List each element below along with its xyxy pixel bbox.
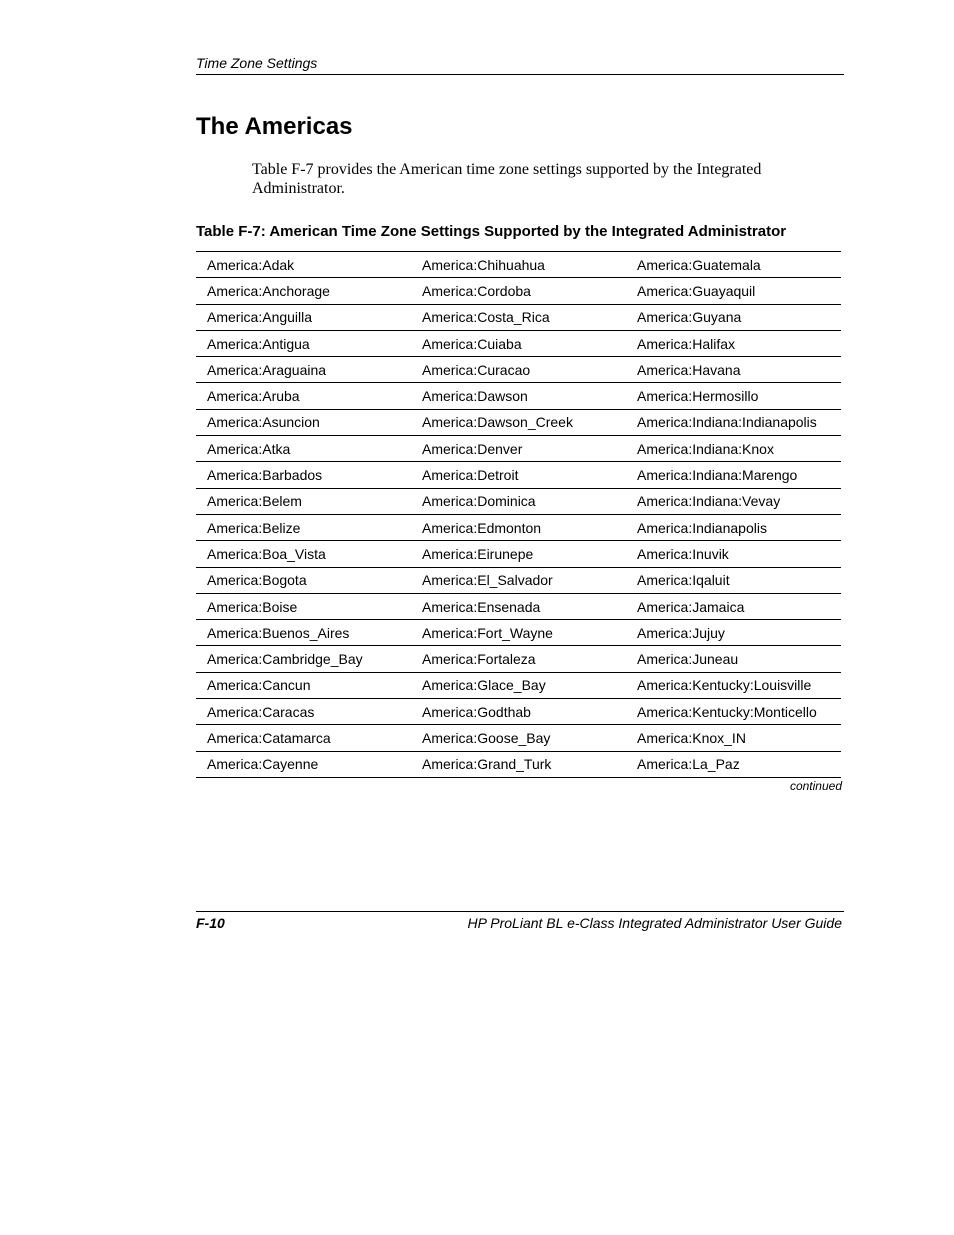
time-zone-cell: America:Juneau (626, 646, 841, 672)
time-zone-cell: America:Costa_Rica (411, 304, 626, 330)
intro-paragraph: Table F-7 provides the American time zone settings supported by the Integrated Administrator. (252, 161, 762, 197)
time-zone-cell: America:Indianapolis (626, 514, 841, 540)
time-zone-cell: America:Adak (196, 252, 411, 278)
time-zone-cell: America:Anguilla (196, 304, 411, 330)
continued-label: continued (789, 779, 842, 793)
time-zone-cell: America:Cancun (196, 672, 411, 698)
time-zone-cell: America:Dawson_Creek (411, 409, 626, 435)
time-zone-cell: America:Boise (196, 593, 411, 619)
time-zone-cell: America:Hermosillo (626, 383, 841, 409)
time-zone-cell: America:Cordoba (411, 278, 626, 304)
time-zone-cell: America:Indiana:Indianapolis (626, 409, 841, 435)
time-zone-cell: America:Havana (626, 357, 841, 383)
time-zone-cell: America:El_Salvador (411, 567, 626, 593)
time-zone-cell: America:Belize (196, 514, 411, 540)
time-zone-cell: America:La_Paz (626, 751, 841, 777)
section-title: The Americas (196, 113, 353, 140)
page-number: F-10 (196, 915, 225, 931)
time-zone-cell: America:Boa_Vista (196, 541, 411, 567)
running-header-title: Time Zone Settings (196, 55, 318, 71)
table-row (196, 252, 841, 278)
time-zone-cell: America:Kentucky:Louisville (626, 672, 841, 698)
table-row (196, 330, 841, 356)
time-zone-cell: America:Belem (196, 488, 411, 514)
time-zone-table-body (196, 252, 841, 778)
table-row (196, 672, 841, 698)
table-row (196, 436, 841, 462)
time-zone-cell: America:Anchorage (196, 278, 411, 304)
time-zone-cell: America:Cuiaba (411, 330, 626, 356)
time-zone-cell: America:Bogota (196, 567, 411, 593)
table-row (196, 357, 841, 383)
time-zone-cell: America:Fortaleza (411, 646, 626, 672)
time-zone-table (196, 251, 841, 778)
time-zone-cell: America:Grand_Turk (411, 751, 626, 777)
table-row (196, 409, 841, 435)
time-zone-cell: America:Antigua (196, 330, 411, 356)
table-row (196, 699, 841, 725)
time-zone-cell: America:Goose_Bay (411, 725, 626, 751)
time-zone-cell: America:Godthab (411, 699, 626, 725)
table-row (196, 462, 841, 488)
time-zone-cell: America:Denver (411, 436, 626, 462)
time-zone-cell: America:Guyana (626, 304, 841, 330)
time-zone-cell: America:Glace_Bay (411, 672, 626, 698)
table-row (196, 383, 841, 409)
time-zone-cell: America:Araguaina (196, 357, 411, 383)
table-row (196, 567, 841, 593)
table-row (196, 725, 841, 751)
table-row (196, 751, 841, 777)
time-zone-cell: America:Edmonton (411, 514, 626, 540)
time-zone-cell: America:Caracas (196, 699, 411, 725)
time-zone-cell: America:Inuvik (626, 541, 841, 567)
page-footer (196, 911, 844, 932)
time-zone-cell: America:Ensenada (411, 593, 626, 619)
table-row (196, 620, 841, 646)
time-zone-cell: America:Jujuy (626, 620, 841, 646)
time-zone-cell: America:Guatemala (626, 252, 841, 278)
time-zone-cell: America:Iqaluit (626, 567, 841, 593)
time-zone-cell: America:Kentucky:Monticello (626, 699, 841, 725)
time-zone-cell: America:Curacao (411, 357, 626, 383)
table-row (196, 278, 841, 304)
time-zone-cell: America:Chihuahua (411, 252, 626, 278)
time-zone-cell: America:Indiana:Knox (626, 436, 841, 462)
time-zone-cell: America:Dominica (411, 488, 626, 514)
time-zone-cell: America:Atka (196, 436, 411, 462)
time-zone-cell: America:Asuncion (196, 409, 411, 435)
time-zone-cell: America:Jamaica (626, 593, 841, 619)
time-zone-cell: America:Detroit (411, 462, 626, 488)
table-row (196, 646, 841, 672)
time-zone-cell: America:Dawson (411, 383, 626, 409)
time-zone-cell: America:Cambridge_Bay (196, 646, 411, 672)
time-zone-cell: America:Aruba (196, 383, 411, 409)
table-row (196, 514, 841, 540)
time-zone-cell: America:Indiana:Marengo (626, 462, 841, 488)
time-zone-cell: America:Halifax (626, 330, 841, 356)
time-zone-cell: America:Buenos_Aires (196, 620, 411, 646)
time-zone-cell: America:Cayenne (196, 751, 411, 777)
time-zone-cell: America:Barbados (196, 462, 411, 488)
guide-title: HP ProLiant BL e-Class Integrated Administrator User Guide (467, 915, 842, 931)
time-zone-cell: America:Knox_IN (626, 725, 841, 751)
time-zone-cell: America:Eirunepe (411, 541, 626, 567)
time-zone-cell: America:Indiana:Vevay (626, 488, 841, 514)
time-zone-cell: America:Guayaquil (626, 278, 841, 304)
table-caption: Table F-7: American Time Zone Settings Supported by the Integrated Administrator (196, 223, 787, 240)
table-row (196, 304, 841, 330)
table-row (196, 593, 841, 619)
time-zone-cell: America:Fort_Wayne (411, 620, 626, 646)
table-row (196, 488, 841, 514)
running-header (196, 55, 844, 75)
time-zone-cell: America:Catamarca (196, 725, 411, 751)
table-row (196, 541, 841, 567)
